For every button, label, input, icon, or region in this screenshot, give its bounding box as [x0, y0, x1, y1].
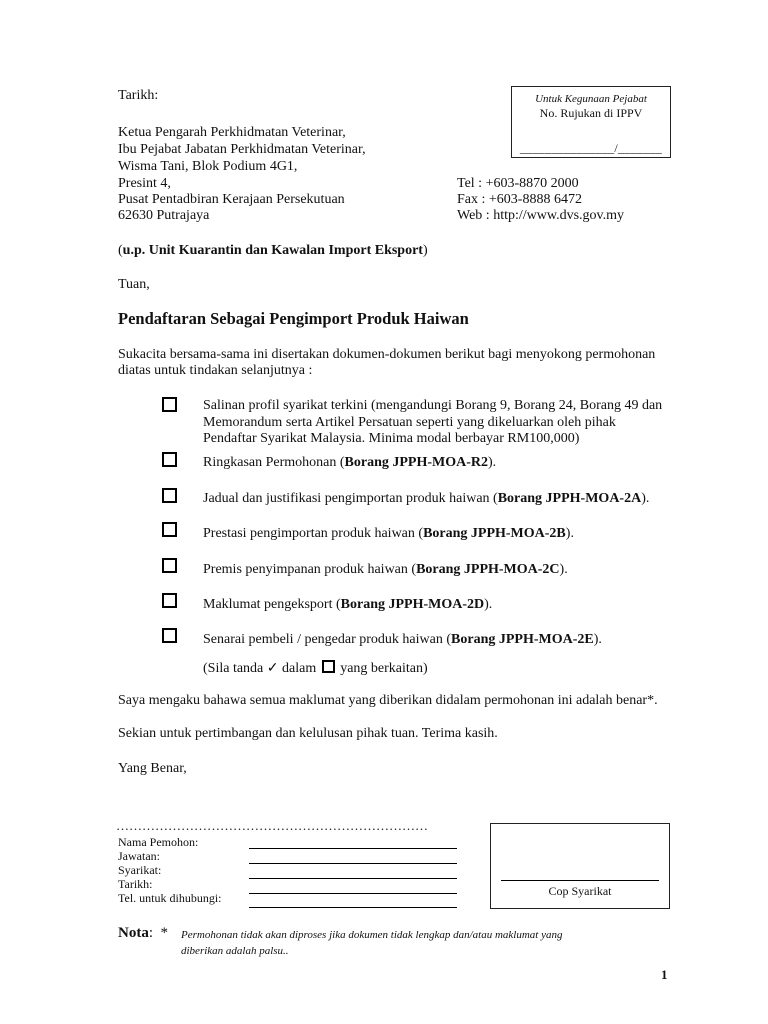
field-label-phone: Tel. untuk dihubungi:	[118, 891, 222, 905]
item-text: Salinan profil syarikat terkini (mengandungi Borang 9, Borang 24, Borang 49 dan	[203, 398, 663, 413]
tick-instruction-post: yang berkaitan)	[340, 661, 428, 676]
item-text: Memorandum serta Artikel Persatuan seperti yang dikeluarkan oleh pihak	[203, 415, 616, 430]
address-line: Wisma Tani, Blok Podium 4G1,	[118, 159, 298, 174]
office-use-title: Untuk Kegunaan Pejabat	[535, 93, 647, 105]
nota-text: diberikan adalah palsu..	[181, 945, 289, 957]
checkbox-2a[interactable]	[162, 488, 177, 503]
item-text-end: ).	[488, 455, 497, 470]
checkbox-icon	[322, 660, 335, 673]
phone-input-line[interactable]	[249, 907, 457, 908]
tick-instruction	[203, 660, 428, 677]
item-text: Pendaftar Syarikat Malaysia. Minima modal berbayar RM100,000)	[203, 431, 580, 446]
address-line: Ibu Pejabat Jabatan Perkhidmatan Veterinar,	[118, 142, 366, 157]
salutation: Tuan,	[118, 277, 150, 292]
checklist-item	[203, 455, 496, 471]
item-text-end: ).	[559, 562, 568, 577]
attention-close: )	[422, 243, 428, 258]
subject-title: Pendaftaran Sebagai Pengimport Produk Haiwan	[118, 309, 469, 328]
item-text: Prestasi pengimportan produk haiwan (	[203, 526, 424, 541]
closing-remark: Sekian untuk pertimbangan dan kelulusan pihak tuan. Terima kasih.	[118, 726, 498, 741]
checklist-item	[203, 526, 574, 542]
contact-web[interactable]: Web : http://www.dvs.gov.my	[457, 208, 624, 223]
contact-tel: Tel : +603-8870 2000	[457, 176, 579, 191]
check-mark-icon: ✓	[266, 661, 279, 676]
item-text: Jadual dan justifikasi pengimportan produk haiwan (	[203, 491, 498, 506]
nota-asterisk: *	[160, 925, 168, 941]
name-input-line[interactable]	[249, 848, 457, 849]
checkbox-2d[interactable]	[162, 593, 177, 608]
address-line: Presint 4,	[118, 176, 171, 191]
field-label-date: Tarikh:	[118, 877, 153, 891]
position-input-line[interactable]	[249, 863, 457, 864]
tick-instruction-mid: dalam	[282, 661, 317, 676]
checkbox-2b[interactable]	[162, 522, 177, 537]
intro-line: diatas untuk tindakan selanjutnya :	[118, 363, 313, 378]
address-line: Ketua Pengarah Perkhidmatan Veterinar,	[118, 125, 346, 140]
page-number: 1	[661, 967, 668, 982]
nota-text: Permohonan tidak akan diproses jika dokumen tidak lengkap dan/atau maklumat yang	[181, 929, 563, 941]
signature-dotted-line: ………………………………………………………………	[116, 818, 428, 833]
intro-line: Sukacita bersama-sama ini disertakan dokumen-dokumen berikut bagi menyokong permohonan	[118, 347, 656, 362]
reference-blank: _______________/_______	[519, 141, 663, 155]
item-text: Ringkasan Permohonan (	[203, 455, 345, 470]
checkbox-r2[interactable]	[162, 452, 177, 467]
checklist-item	[203, 632, 602, 648]
item-form-code: Borang JPPH-MOA-R2	[344, 455, 489, 470]
checkbox-2e[interactable]	[162, 628, 177, 643]
attention-open: (	[118, 243, 123, 258]
date-input-line[interactable]	[249, 893, 457, 894]
nota-label: Nota	[118, 925, 149, 941]
checklist-item	[203, 562, 568, 578]
field-label-name: Nama Pemohon:	[118, 835, 199, 849]
item-form-code: Borang JPPH-MOA-2A	[497, 491, 642, 506]
item-text-end: ).	[484, 597, 493, 612]
reference-label: No. Rujukan di IPPV	[539, 106, 643, 120]
field-label-position: Jawatan:	[118, 849, 160, 863]
address-line: 62630 Putrajaya	[118, 208, 210, 223]
office-use-box	[511, 86, 671, 158]
item-text-end: ).	[593, 632, 602, 647]
checkbox-profile[interactable]	[162, 397, 177, 412]
nota-colon: :	[148, 925, 153, 941]
checklist-item	[203, 491, 649, 507]
item-text-end: ).	[565, 526, 574, 541]
item-form-code: Borang JPPH-MOA-2D	[340, 597, 485, 612]
declaration: Saya mengaku bahawa semua maklumat yang diberikan didalam permohonan ini adalah benar*.	[118, 693, 658, 708]
item-form-code: Borang JPPH-MOA-2C	[416, 562, 560, 577]
item-text: Senarai pembeli / pengedar produk haiwan (	[203, 632, 452, 647]
field-label-company: Syarikat:	[118, 863, 162, 877]
stamp-label: Cop Syarikat	[548, 884, 612, 898]
sign-off: Yang Benar,	[118, 761, 187, 776]
checkbox-2c[interactable]	[162, 558, 177, 573]
item-text: Maklumat pengeksport (	[203, 597, 341, 612]
item-form-code: Borang JPPH-MOA-2B	[423, 526, 566, 541]
stamp-signature-line	[501, 880, 659, 881]
company-stamp-box	[490, 823, 670, 909]
tick-instruction-pre: (Sila tanda	[203, 661, 264, 676]
nota-label-row	[118, 925, 168, 941]
item-text-end: ).	[641, 491, 650, 506]
company-input-line[interactable]	[249, 878, 457, 879]
item-form-code: Borang JPPH-MOA-2E	[451, 632, 594, 647]
address-line: Pusat Pentadbiran Kerajaan Persekutuan	[118, 192, 345, 207]
contact-fax: Fax : +603-8888 6472	[457, 192, 582, 207]
attention-unit: u.p. Unit Kuarantin dan Kawalan Import Eksport	[122, 243, 423, 258]
date-label: Tarikh:	[118, 88, 159, 103]
item-text: Premis penyimpanan produk haiwan (	[203, 562, 417, 577]
checklist-item	[203, 597, 492, 613]
attention-line	[118, 243, 428, 259]
